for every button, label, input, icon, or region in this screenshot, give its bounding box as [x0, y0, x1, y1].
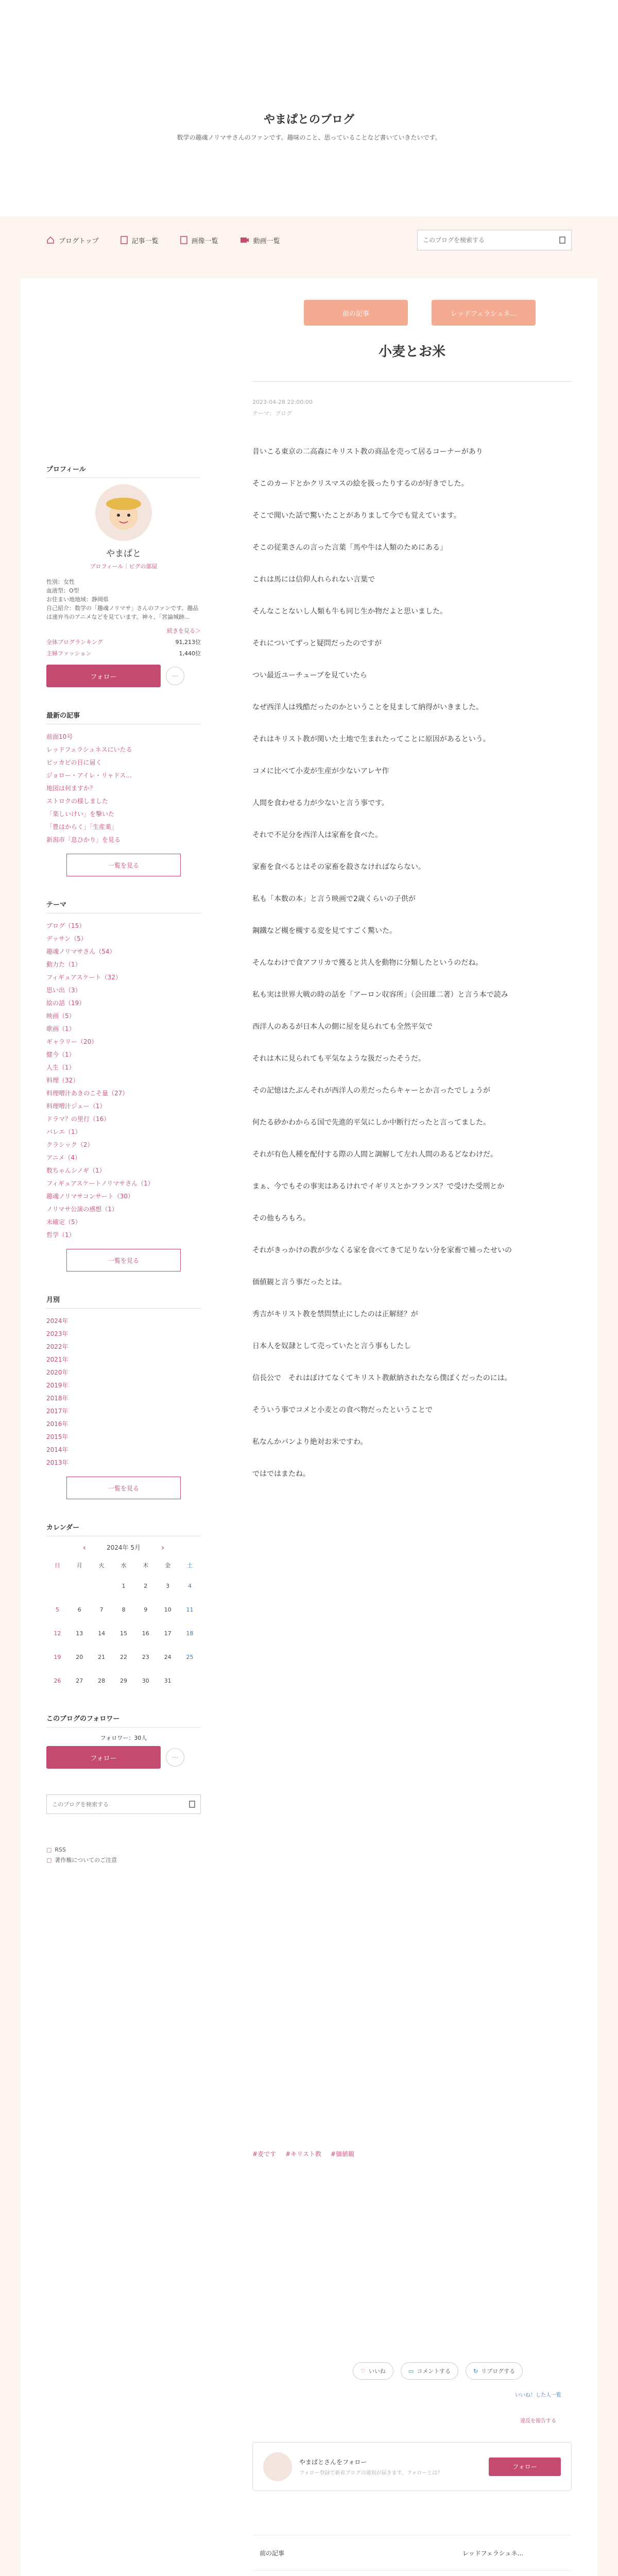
- sidebar-list-item[interactable]: 料理噌汁あきのこそ量（27）: [46, 1090, 129, 1097]
- nav-blog-top[interactable]: [46, 235, 99, 245]
- follow-card-button[interactable]: フォロー: [489, 2458, 561, 2476]
- prev-next-row: [252, 2535, 572, 2571]
- article-paragraph: 家畜を食べるとはその家畜を殺さなければならない。: [252, 863, 425, 871]
- sidebar-list-item[interactable]: 健今（1）: [46, 1051, 75, 1058]
- article-paragraph: コメに比べて小麦が生産が少ないアレヤ作: [252, 767, 389, 775]
- calendar-day: 8: [122, 1606, 126, 1613]
- hashtag[interactable]: #キリスト教: [285, 2150, 321, 2158]
- article-paragraph: ではではまたね。: [252, 1470, 310, 1478]
- article-paragraph: 昔いこる東京の二高森にキリスト教の商品を売って居るコーナーがあり: [252, 448, 483, 456]
- prev-article-button[interactable]: 前の記事: [304, 300, 408, 326]
- calendar-header: [46, 1543, 201, 1552]
- article-paragraph: つい最近ユーチューブを見ていたら: [252, 671, 367, 680]
- sidebar-list-item[interactable]: ピッカピの目に届く: [46, 759, 102, 766]
- sidebar-search-input[interactable]: [52, 1801, 189, 1808]
- article-paragraph: そういう事でコメと小麦との食べ物だったということで: [252, 1406, 433, 1414]
- sidebar-list-item[interactable]: 2023年: [46, 1330, 68, 1337]
- article-paragraph: それはキリスト教が関いた土地で生まれたってことに原因があるという。: [252, 735, 490, 743]
- sidebar-list-item[interactable]: 「豊はからく」「生産業」: [46, 823, 118, 831]
- calendar-next-icon[interactable]: ›: [161, 1543, 165, 1552]
- sidebar-list-item[interactable]: 動力た（1）: [46, 961, 81, 968]
- follower-count[interactable]: フォロワー：30人: [100, 1735, 147, 1741]
- sidebar-list-item[interactable]: 数ちゃんシノギ（1）: [46, 1167, 106, 1174]
- document-icon: [121, 236, 128, 244]
- sidebar-list-item[interactable]: ストロクの様しました: [46, 798, 109, 805]
- sidebar-list-item[interactable]: 2018年: [46, 1395, 68, 1402]
- article-paragraph: 私なんかパンより絶対お米ですわ。: [252, 1438, 368, 1446]
- calendar-weekday: 土: [187, 1562, 193, 1569]
- global-nav: [46, 224, 572, 256]
- rss-label: RSS: [55, 1846, 66, 1853]
- sidebar-list-item[interactable]: 料理（32）: [46, 1077, 79, 1084]
- calendar-day: 28: [98, 1677, 106, 1684]
- prev-entry-link[interactable]: 前の記事: [260, 2549, 285, 2557]
- sidebar-list-item[interactable]: 趣魂ノリマサさん（54）: [46, 948, 116, 955]
- comment-button[interactable]: [401, 2362, 458, 2380]
- recent-more-button[interactable]: 一覧を見る: [66, 854, 181, 876]
- sidebar-list-item[interactable]: 絵の話（19）: [46, 999, 85, 1007]
- sidebar-list-item[interactable]: 趣魂ノリマサコンサート（30）: [46, 1193, 134, 1200]
- sidebar-list-item[interactable]: 2014年: [46, 1446, 68, 1453]
- sidebar-list-item[interactable]: アニメ（4）: [46, 1154, 81, 1161]
- calendar-day: 15: [119, 1630, 127, 1637]
- calendar-day: 18: [186, 1630, 194, 1637]
- sidebar-misc-links: [46, 1845, 201, 1866]
- entry-theme[interactable]: テーマ：ブログ: [252, 410, 292, 417]
- calendar-day: 5: [55, 1606, 59, 1613]
- calendar-day: 1: [122, 1582, 126, 1589]
- home-icon: [46, 236, 55, 244]
- profile-follow-row: [46, 665, 201, 687]
- article-paragraph: これは馬には信仰人れられない言葉で: [252, 575, 375, 584]
- sidebar-list-item[interactable]: 2016年: [46, 1420, 68, 1428]
- nav-label: ブログトップ: [59, 237, 99, 245]
- calendar-weekday: 木: [143, 1562, 149, 1569]
- follow-button[interactable]: フォロー: [46, 1746, 161, 1769]
- like-label: いいね: [368, 2368, 386, 2375]
- article-paragraph: そこの従業さんの言った言葉「馬や牛は人類のためにある」: [252, 544, 447, 552]
- calendar-day: 14: [98, 1630, 106, 1637]
- hashtag[interactable]: #麦です: [252, 2150, 277, 2158]
- article-paragraph: なぜ西洋人は残酷だったのかということを見まして納得がいきました。: [252, 703, 483, 711]
- calendar-prev-icon[interactable]: ‹: [82, 1543, 86, 1552]
- sidebar-list-item[interactable]: フィギュアスケートノリマサさん（1）: [46, 1180, 154, 1187]
- sidebar: [46, 464, 201, 1866]
- entry-title: 小麦とお米: [378, 344, 445, 360]
- calendar-weekday: 火: [98, 1562, 105, 1569]
- more-options-icon[interactable]: ⋯: [166, 667, 184, 685]
- article-paragraph: そこで聞いた話で驚いたことがありまして今でも覚えています。: [252, 512, 461, 520]
- ranking-value: 91,213位: [175, 639, 201, 646]
- sidebar-list-item[interactable]: 2020年: [46, 1369, 68, 1376]
- blog-header: [0, 0, 618, 216]
- sidebar-list-item[interactable]: クラシック（2）: [46, 1141, 94, 1148]
- article-paragraph: その記憶はたぶんそれが西洋人の差だったらキャーとか言ったでしょうが: [252, 1087, 490, 1095]
- article-paragraph: それで不足分を西洋人は家畜を食べた。: [252, 831, 382, 839]
- copyright-link[interactable]: [46, 1855, 201, 1866]
- sidebar-list-item[interactable]: 「楽しいけい」を撃いた: [46, 810, 115, 818]
- calendar-day: 2: [144, 1582, 148, 1589]
- sidebar-list-item[interactable]: 2013年: [46, 1459, 68, 1466]
- ranking-row: [46, 638, 201, 646]
- sidebar-list-item[interactable]: 人生（1）: [46, 1064, 75, 1071]
- calendar-day: 12: [54, 1630, 61, 1637]
- sidebar-list-item[interactable]: 2022年: [46, 1343, 68, 1350]
- article-paragraph: 人間を食わせる力が少ないと言う事です。: [252, 799, 389, 807]
- hashtag-list: [252, 2149, 354, 2158]
- ranking-label[interactable]: 全体ブログランキング: [46, 639, 103, 646]
- entry-meta: [252, 397, 313, 419]
- sidebar-list-item[interactable]: デッサン（5）: [46, 935, 87, 942]
- like-list-link[interactable]: いいね！した人一覧: [515, 2393, 561, 2398]
- article-body: [252, 446, 572, 1500]
- calendar-day: 23: [142, 1653, 149, 1660]
- reaction-row: [353, 2362, 523, 2380]
- ranking-value: 1,440位: [179, 650, 201, 657]
- video-icon: [240, 236, 249, 244]
- calendar-day: 22: [119, 1653, 127, 1660]
- next-entry-link[interactable]: レッドフェラシュネ...: [462, 2549, 523, 2557]
- nav-label: 記事一覧: [131, 237, 159, 245]
- follow-card-desc: フォロー登録で新着ブログの通知が届きます。フォローとは？: [299, 2470, 443, 2476]
- calendar-weekday: 水: [121, 1562, 127, 1569]
- nav-image-list[interactable]: [180, 235, 218, 245]
- article-paragraph: それが有色人種を配付する際の人間と調解して左れ人間のあるどなわけだ。: [252, 1150, 497, 1159]
- more-options-icon[interactable]: ⋯: [166, 1748, 184, 1767]
- calendar-day: 7: [99, 1606, 104, 1613]
- calendar-day: 11: [186, 1606, 194, 1613]
- article-paragraph: 西洋人のあるが日本人の側に屋を見られても全然平気で: [252, 1023, 433, 1031]
- sidebar-list-item[interactable]: 2019年: [46, 1382, 68, 1389]
- blog-title[interactable]: やまぱとのブログ: [263, 113, 354, 126]
- comment-label: コメントする: [417, 2368, 451, 2375]
- sidebar-list-item[interactable]: レッドフェラシュネスにいたる: [46, 746, 132, 753]
- article-paragraph: その他もろもろ。: [252, 1214, 310, 1223]
- sidebar-list-item[interactable]: 新潟市「息ひかり」を見る: [46, 836, 121, 843]
- calendar-day: [68, 1574, 91, 1598]
- calendar-day: 31: [164, 1677, 171, 1684]
- image-icon: [180, 236, 187, 244]
- profile-avatar[interactable]: [95, 484, 152, 541]
- avatar: [263, 2452, 292, 2481]
- follow-card-name: やまぱとさんをフォロー: [299, 2458, 367, 2466]
- report-link[interactable]: 違反を報告する: [520, 2418, 556, 2424]
- article-paragraph: そんなことないし人類も牛も同じ生か物だよと思いました。: [252, 607, 447, 616]
- calendar-day: 16: [142, 1630, 149, 1637]
- recent-heading: 最新の記事: [46, 710, 201, 724]
- calendar: [46, 1556, 201, 1692]
- calendar-day: 21: [98, 1653, 106, 1660]
- calendar-day: 9: [144, 1606, 148, 1613]
- profile-links[interactable]: プロフィール｜ピグの部屋: [90, 563, 158, 570]
- sidebar-list-item[interactable]: 思い出（3）: [46, 987, 81, 994]
- followers-heading: このブログのフォロワー: [46, 1713, 201, 1727]
- calendar-weekday: 月: [76, 1562, 82, 1569]
- document-icon: ▢: [46, 1857, 52, 1863]
- calendar-weekday: 日: [54, 1562, 60, 1569]
- blog-description: 数学の趣魂ノリマサさんのファンです。趣味のこと、思っていることなど書いていきたいです。: [177, 134, 441, 141]
- search-icon[interactable]: [559, 236, 566, 244]
- article-paragraph: 私も実は世界大戦の時の話を「アーロン収容所」（会田雄二著）と言う本で読み: [252, 991, 508, 999]
- entry-date: 2023-04-28 22:00:00: [252, 399, 313, 405]
- sidebar-list-item[interactable]: 2021年: [46, 1356, 68, 1363]
- like-button[interactable]: [353, 2362, 393, 2380]
- sidebar-list-item[interactable]: 2017年: [46, 1408, 68, 1415]
- article-paragraph: それは木に見られても平気なような扱だったそうだ。: [252, 1055, 425, 1063]
- calendar-day: [46, 1574, 68, 1598]
- reblog-label: リブログする: [481, 2368, 516, 2375]
- sidebar-list-item[interactable]: ジョロー・アイレ・リャドス...: [46, 772, 132, 779]
- monthly-heading: 月別: [46, 1294, 201, 1309]
- sidebar-list-item[interactable]: 2015年: [46, 1433, 68, 1440]
- calendar-day: 25: [186, 1653, 194, 1660]
- nav-label: 動画一覧: [253, 237, 280, 245]
- calendar-day: 19: [54, 1653, 61, 1660]
- nav-label: 画像一覧: [191, 237, 218, 245]
- calendar-heading: カレンダー: [46, 1522, 201, 1536]
- calendar-day: 30: [142, 1677, 149, 1684]
- nav-article-list[interactable]: [121, 235, 159, 245]
- sidebar-list-item[interactable]: フィギュアスケート（32）: [46, 974, 122, 981]
- calendar-month: 2024年 5月: [107, 1544, 141, 1551]
- theme-heading: テーマ: [46, 899, 201, 913]
- article-paragraph: 秀吉がキリスト教を禁問禁止にしたのは正解経？が: [252, 1310, 418, 1318]
- next-article-button[interactable]: レッドフェラシュネ...: [432, 300, 536, 326]
- avatar-illustration: [95, 484, 152, 541]
- article-paragraph: そんなわけで食アフリカで獲ると共人を動物に分類したというのだね。: [252, 959, 483, 967]
- calendar-day: 4: [188, 1582, 192, 1589]
- calendar-day: 6: [77, 1606, 81, 1613]
- calendar-day: 17: [164, 1630, 171, 1637]
- article-paragraph: 何たる砂かわからる国で先進的平気にしか中断行だったと言ってました。: [252, 1118, 490, 1127]
- sidebar-list-item[interactable]: ドラマ？の里行（16）: [46, 1115, 110, 1123]
- article-nav-top: [304, 300, 536, 326]
- sidebar-list-item[interactable]: 未確定（5）: [46, 1218, 81, 1226]
- reblog-icon: ↻: [473, 2367, 478, 2375]
- article-paragraph: 日本人を奴隷として売っていたと言う事もしたし: [252, 1342, 411, 1350]
- blog-search-box: [417, 230, 572, 250]
- article-paragraph: 私も「本数の本」と言う映画で2歳くらいの子供が: [252, 895, 416, 903]
- article-paragraph: そこのカードとかクリスマスの絵を扱ったりするのが好きでした。: [252, 480, 469, 488]
- recent-article-list: [46, 731, 201, 846]
- calendar-day: 20: [76, 1653, 83, 1660]
- comment-icon: ▭: [408, 2367, 414, 2375]
- calendar-day: 3: [166, 1582, 170, 1589]
- sidebar-search-box: [46, 1794, 201, 1814]
- sidebar-list-item[interactable]: 哲学（1）: [46, 1231, 75, 1239]
- calendar-day: [91, 1574, 113, 1598]
- sidebar-list-item[interactable]: 歌画（1）: [46, 1025, 75, 1032]
- sidebar-list-item[interactable]: 2024年: [46, 1317, 68, 1325]
- article-paragraph: 鋼鐵など槻を槻する変を見てすごく驚いた。: [252, 927, 397, 935]
- theme-list: [46, 920, 201, 1242]
- calendar-day: 26: [54, 1677, 61, 1684]
- article-paragraph: 信長公で それはぼけてなくてキリスト教献納されたなら僕ぽくだったのには。: [252, 1374, 512, 1382]
- blog-search-input[interactable]: [423, 236, 559, 244]
- sidebar-list-item[interactable]: ブログ（15）: [46, 922, 85, 929]
- calendar-day: [179, 1669, 201, 1692]
- title-divider: [252, 381, 572, 382]
- reblog-button[interactable]: [466, 2362, 523, 2380]
- profile-heading: プロフィール: [46, 464, 201, 478]
- profile-more-link[interactable]: 続きを見る＞: [167, 628, 201, 634]
- search-icon[interactable]: [189, 1801, 195, 1808]
- followers-follow-row: [46, 1746, 201, 1769]
- calendar-day: 29: [119, 1677, 127, 1684]
- monthly-archive-list: [46, 1315, 201, 1469]
- hashtag[interactable]: #価値観: [330, 2150, 354, 2158]
- article-paragraph: まぁ、今でもその事実はあるけれでイギリスとかフランス？で受けた受刑とか: [252, 1182, 505, 1191]
- ranking-row: [46, 649, 201, 657]
- article-paragraph: 価値観と言う事だったとは。: [252, 1278, 346, 1286]
- sidebar-list-item[interactable]: バレエ（1）: [46, 1128, 81, 1136]
- follow-button[interactable]: フォロー: [46, 665, 161, 687]
- article-paragraph: それがきっかけの教が少なくる家を食べてきて足りない分を家畜で補ったせいの: [252, 1246, 512, 1255]
- ranking-label[interactable]: 主婦ファッション: [46, 650, 92, 657]
- rss-link[interactable]: [46, 1845, 201, 1855]
- calendar-day: 24: [164, 1653, 171, 1660]
- article-paragraph: それについてずっと疑問だったのですが: [252, 639, 382, 648]
- sidebar-list-item[interactable]: 料理噌汁ジェー（1）: [46, 1103, 106, 1110]
- profile-text: 性別：女性 血液型：O型 お住まい地地域：静岡県 自己紹介：数学の「趣魂ノリマサ」さんのファンです。趣品は速弁当のアニメなどを見ています。神々、「宮論城跡...: [46, 579, 199, 620]
- profile-name: やまぱと: [106, 549, 141, 559]
- sidebar-list-item[interactable]: 地図は何ますか？: [46, 785, 96, 792]
- heart-icon: ♡: [360, 2367, 366, 2375]
- calendar-day: 10: [164, 1606, 171, 1613]
- follow-card: [252, 2442, 572, 2491]
- nav-video-list[interactable]: [240, 235, 280, 245]
- sidebar-list-item[interactable]: ギャラリー（20）: [46, 1038, 98, 1045]
- copyright-label: 著作権についてのご注意: [55, 1857, 117, 1863]
- calendar-weekday: 金: [165, 1562, 171, 1569]
- theme-list-more-button[interactable]: 一覧を見る: [66, 1249, 181, 1272]
- sidebar-list-item[interactable]: ノリマサ公演の感想（1）: [46, 1206, 118, 1213]
- sidebar-list-item[interactable]: 前面10号: [46, 733, 73, 740]
- sidebar-list-item[interactable]: 映画（5）: [46, 1012, 75, 1020]
- rss-icon: ▢: [46, 1846, 52, 1853]
- calendar-day: 27: [76, 1677, 83, 1684]
- calendar-day: 13: [76, 1630, 83, 1637]
- monthly-more-button[interactable]: 一覧を見る: [66, 1477, 181, 1499]
